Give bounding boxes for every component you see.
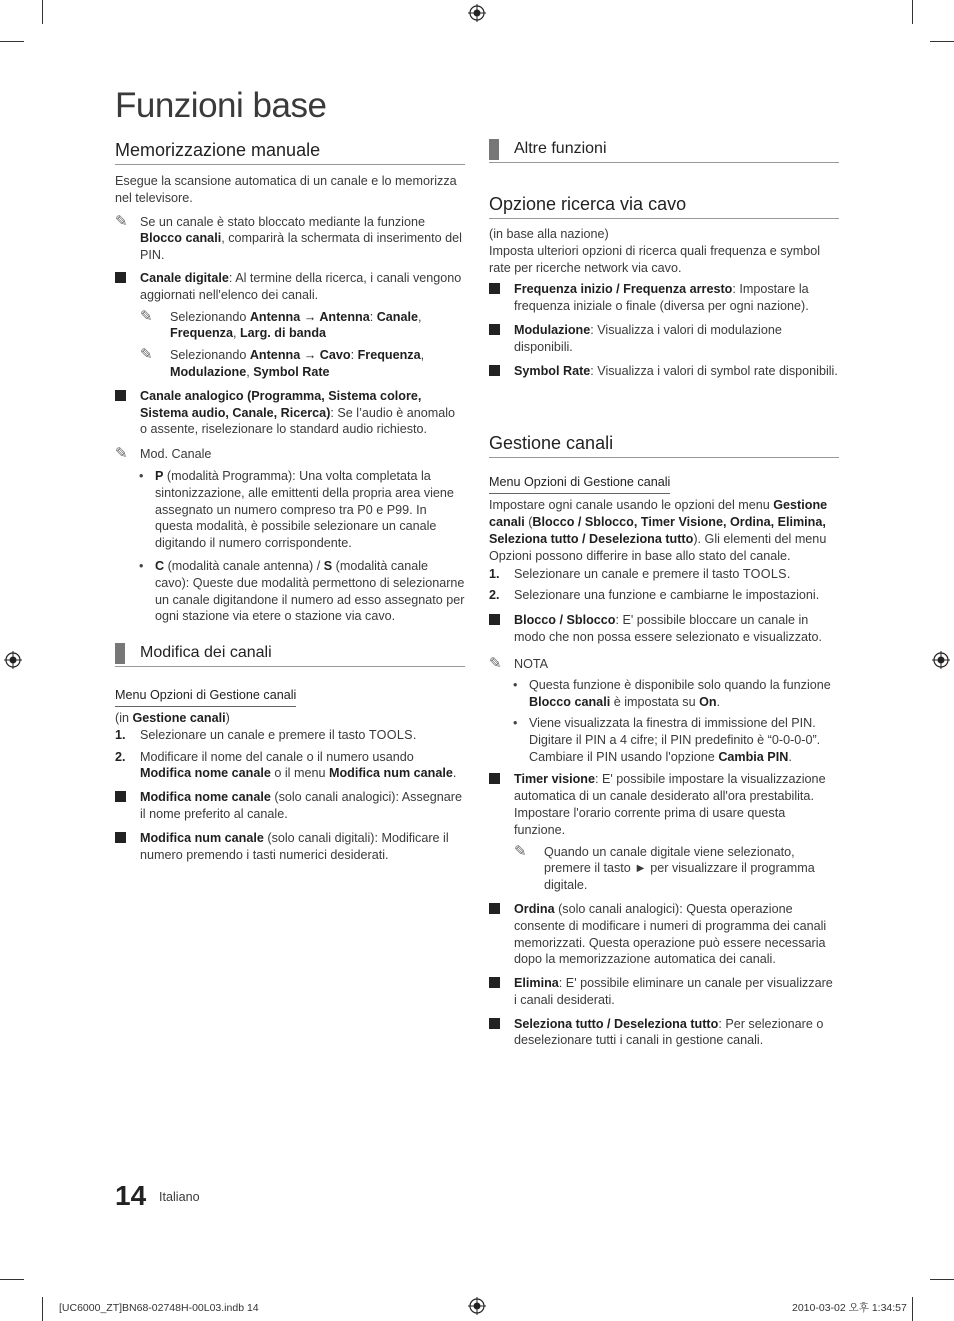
heading-bar-icon xyxy=(489,139,499,160)
square-bullet-icon xyxy=(489,977,500,988)
note-timer: ✎ Quando un canale digitale viene selezionato, premere il tasto ► per visualizzare il programma digitale. xyxy=(514,842,815,893)
crop-mark xyxy=(930,1279,954,1280)
square-bullet-icon xyxy=(489,1018,500,1029)
square-bullet-icon xyxy=(489,283,500,294)
crop-mark xyxy=(912,1297,913,1321)
list-item-p-mode: • P (modalità Programma): Una volta completata la sintonizzazione, alle emittenti della propria area viene assegnato un numero compreso tra P0 e P99. In questa modalità, è possibile selezionare un canale digitando il numero corrispondente. xyxy=(139,468,454,551)
square-bullet-icon xyxy=(489,773,500,784)
list-item-frequenza: Frequenza inizio / Frequenza arresto: Impostare la frequenza iniziale o finale (diversa per ogni nazione). xyxy=(489,281,839,315)
menu-tag: Menu Opzioni di Gestione canali xyxy=(115,687,296,707)
section-heading-gestione-canali: Gestione canali xyxy=(489,432,839,458)
square-bullet-icon xyxy=(115,272,126,283)
list-item-modulazione: Modulazione: Visualizza i valori di modulazione disponibili. xyxy=(489,322,839,356)
list-item-blocco: Blocco / Sblocco: E' possibile bloccare un canale in modo che non possa essere selezionato e visualizzato. xyxy=(489,612,839,646)
print-footer-left: [UC6000_ZT]BN68-02748H-00L03.indb 14 xyxy=(59,1302,259,1314)
step-1: 1. Selezionare un canale e premere il tasto TOOLS. xyxy=(115,727,417,742)
square-bullet-icon xyxy=(115,791,126,802)
page-number: 14 xyxy=(115,1180,147,1211)
intro-text: Esegue la scansione automatica di un canale e lo memorizza nel televisore. xyxy=(115,174,457,205)
list-item-modifica-num-canale: Modifica num canale (solo canali digitali): Modificare il numero premendo i tasti numerici desiderati. xyxy=(115,830,465,864)
registration-mark-icon xyxy=(932,651,950,669)
pencil-note-icon: ✎ xyxy=(514,842,527,860)
list-item-symbol-rate: Symbol Rate: Visualizza i valori di symbol rate disponibili. xyxy=(489,363,839,380)
crop-mark xyxy=(0,41,24,42)
list-item-canale-analogico: Canale analogico (Programma, Sistema colore, Sistema audio, Canale, Ricerca): Se l’audio è anomalo o assente, riselezionare lo standard audio richiesto. xyxy=(115,388,465,438)
gestione-intro: Impostare ogni canale usando le opzioni del menu Gestione canali (Blocco / Sblocco, Timer Visione, Ordina, Elimina, Seleziona tutto / Deseleziona tutto). Gli elementi del menu Opzioni possono differire in base allo stato del canale. xyxy=(489,498,828,563)
note-antenna-cavo: ✎ Selezionando Antenna → Cavo: Frequenza, Modulazione, Symbol Rate xyxy=(140,346,425,379)
list-item-seleziona-tutto: Seleziona tutto / Deseleziona tutto: Per selezionare o deselezionare tutti i canali in gestione canali. xyxy=(489,1016,839,1050)
list-item-canale-digitale: Canale digitale: Al termine della ricerca, i canali vengono aggiornati nell'elenco dei canali. xyxy=(115,270,465,304)
crop-mark xyxy=(930,41,954,42)
section-heading-modifica-canali: Modifica dei canali xyxy=(115,643,465,667)
crop-mark xyxy=(42,0,43,24)
right-column xyxy=(489,139,839,1049)
pencil-note-icon: ✎ xyxy=(140,307,153,325)
note-antenna-antenna: ✎ Selezionando Antenna → Antenna: Canale, Frequenza, Larg. di banda xyxy=(140,307,422,341)
list-item-modifica-nome-canale: Modifica nome canale (solo canali analogici): Assegnare il nome preferito al canale. xyxy=(115,789,465,823)
nota-item-1: • Questa funzione è disponibile solo quando la funzione Blocco canali è impostata su On. xyxy=(513,678,831,710)
registration-mark-icon xyxy=(4,651,22,669)
square-bullet-icon xyxy=(489,614,500,625)
pencil-note-icon: ✎ xyxy=(140,346,153,364)
in-base-alla-nazione: (in base alla nazione) xyxy=(489,227,609,241)
registration-mark-icon xyxy=(468,1297,486,1315)
bullet-dot-icon: • xyxy=(513,678,518,693)
step-2: 2. Modificare il nome del canale o il numero usando Modifica nome canale o il menu Modifica num canale. xyxy=(115,749,457,781)
note-blocco-canali: ✎ Se un canale è stato bloccato mediante la funzione Blocco canali, comparirà la schermata di inserimento del PIN. xyxy=(115,212,462,263)
menu-tag: Menu Opzioni di Gestione canali xyxy=(489,474,670,494)
left-column xyxy=(115,139,465,863)
list-item-c-s-mode: • C (modalità canale antenna) / S (modalità canale cavo): Queste due modalità permettono di selezionarne un canale digitandone il numero ad esso assegnato per ogni stazione via etere o stazione via cavo. xyxy=(139,558,465,624)
square-bullet-icon xyxy=(489,324,500,335)
square-bullet-icon xyxy=(489,903,500,914)
square-bullet-icon xyxy=(115,832,126,843)
square-bullet-icon xyxy=(115,390,126,401)
crop-mark xyxy=(0,1279,24,1280)
heading-bar-icon xyxy=(115,643,125,664)
print-footer-right: 2010-03-02 오후 1:34:57 xyxy=(792,1302,907,1314)
note-mod-canale: ✎ Mod. Canale xyxy=(115,445,212,463)
pencil-note-icon: ✎ xyxy=(489,654,502,672)
square-bullet-icon xyxy=(489,365,500,376)
pencil-note-icon: ✎ xyxy=(115,212,128,230)
pencil-note-icon: ✎ xyxy=(115,445,128,463)
bullet-dot-icon: • xyxy=(513,715,518,730)
nota-heading: ✎ NOTA xyxy=(489,654,549,672)
language-label: Italiano xyxy=(159,1190,200,1204)
list-item-timer-visione: Timer visione: E' possibile impostare la visualizzazione automatica di un canale desiderato all'ora prestabilita. Impostare l'orario corrente prima di usare questa funzione. xyxy=(489,771,839,838)
bullet-dot-icon: • xyxy=(139,558,144,573)
step-1: 1. Selezionare un canale e premere il tasto TOOLS. xyxy=(489,567,791,582)
crop-mark xyxy=(912,0,913,24)
section-heading-opzione-ricerca: Opzione ricerca via cavo xyxy=(489,193,839,219)
crop-mark xyxy=(42,1297,43,1321)
list-item-elimina: Elimina: E' possibile eliminare un canale per visualizzare i canali desiderati. xyxy=(489,975,839,1009)
step-2: 2. Selezionare una funzione e cambiarne le impostazioni. xyxy=(489,588,820,603)
page-title: Funzioni base xyxy=(115,86,327,125)
bullet-dot-icon: • xyxy=(139,468,144,483)
in-gestione-canali: (in Gestione canali) xyxy=(115,710,230,725)
nota-item-2: • Viene visualizzata la finestra di immissione del PIN. Digitare il PIN a 4 cifre; il PIN predefinito è “0-0-0-0”. Cambiare il PIN usando l'opzione Cambia PIN. xyxy=(513,715,821,764)
imposta-text: Imposta ulteriori opzioni di ricerca quali frequenza e symbol rate per ricerche network via cavo. xyxy=(489,243,821,275)
section-heading-altre-funzioni: Altre funzioni xyxy=(489,139,839,163)
section-heading-memorizzazione-manuale: Memorizzazione manuale xyxy=(115,139,465,165)
registration-mark-icon xyxy=(468,4,486,22)
list-item-ordina: Ordina (solo canali analogici): Questa operazione consente di modificare i numeri di programma dei canali memorizzati. Questa operazione può essere necessaria dopo la memorizzazione automatica dei canali. xyxy=(489,901,839,968)
